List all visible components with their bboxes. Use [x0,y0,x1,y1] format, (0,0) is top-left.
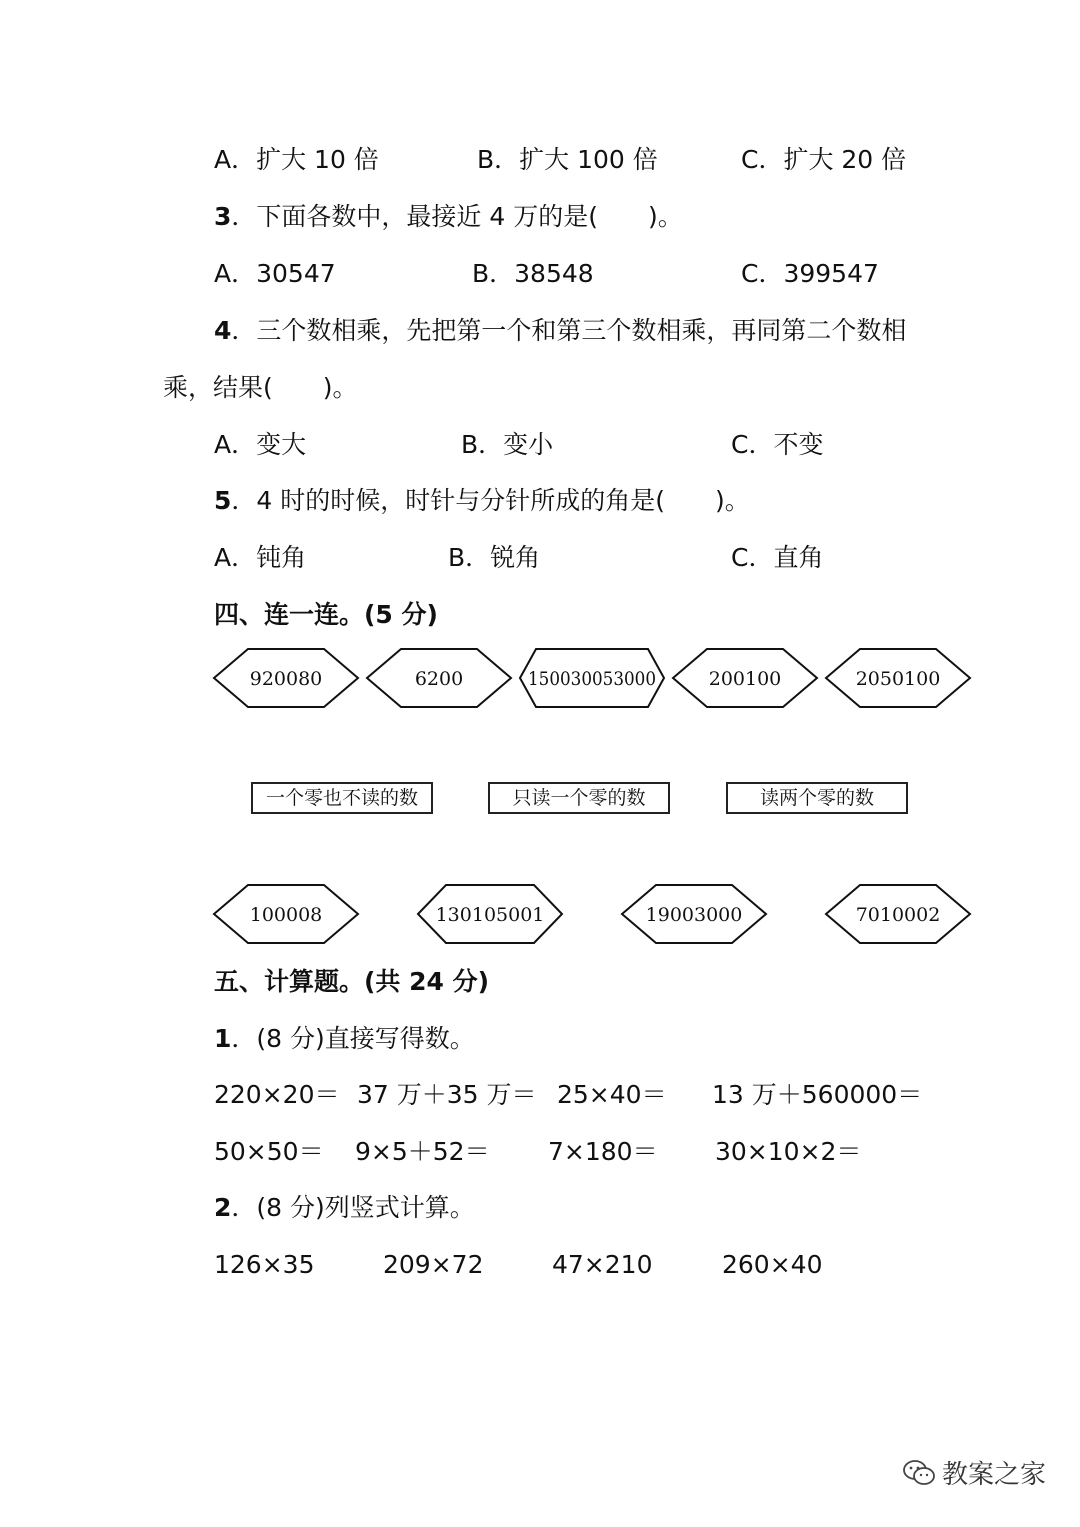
calc-3-3: 47×210 [552,1250,653,1279]
hex-top-3-label: 150030053000 [528,668,656,690]
hex-bottom-3[interactable] [620,883,768,945]
part1-number: 1 [214,1024,232,1053]
wechat-icon [902,1458,936,1488]
hex-bottom-2-label: 130105001 [435,904,545,926]
q2-option-a: A．扩大 10 倍 [214,145,379,174]
hex-top-5-label: 2050100 [855,668,941,690]
calc-1-3: 25×40＝ [557,1080,667,1109]
q4-number: 4 [214,316,232,345]
q3-option-c: C．399547 [741,259,879,288]
q3-option-a: A．30547 [214,259,336,288]
q4-option-b: B．变小 [461,430,554,459]
hex-top-5[interactable] [824,647,972,709]
calc-2-1: 50×50＝ [214,1137,324,1166]
q5-option-c: C．直角 [731,543,824,572]
q3-text: ．下面各数中，最接近 4 万的是( )。 [231,202,683,231]
section4-title: 四、连一连。(5 分) [214,600,438,629]
hex-top-1-label: 920080 [249,668,323,690]
part2-text: ．(8 分)列竖式计算。 [231,1193,475,1222]
calc-3-4: 260×40 [722,1250,823,1279]
watermark [902,1454,1046,1491]
hex-top-4[interactable] [671,647,819,709]
calc-1-2: 37 万＋35 万＝ [357,1080,537,1109]
q4-text-line1: ．三个数相乘，先把第一个和第三个数相乘，再同第二个数相 [231,316,907,345]
section5-title: 五、计算题。(共 24 分) [214,967,490,996]
calc-1-4: 13 万＋560000＝ [712,1080,923,1109]
section5-part1 [214,1022,475,1056]
calc-3-1: 126×35 [214,1250,315,1279]
category-box-two-zeros[interactable]: 读两个零的数 [726,782,908,814]
q3-option-b: B．38548 [472,259,594,288]
q3-number: 3 [214,202,232,231]
hex-top-2-label: 6200 [414,668,464,690]
calc-1-1: 220×20＝ [214,1080,340,1109]
category-box-no-zero[interactable]: 一个零也不读的数 [251,782,433,814]
q3-stem [214,200,683,234]
calc-3-2: 209×72 [383,1250,484,1279]
watermark-text: 教案之家 [941,1460,1046,1490]
q4-stem [214,314,906,348]
hex-bottom-4-label: 7010002 [855,904,941,926]
q5-option-b: B．锐角 [448,543,541,572]
q2-option-b: B．扩大 100 倍 [477,145,658,174]
calc-2-4: 30×10×2＝ [715,1137,862,1166]
hex-bottom-2[interactable] [416,883,564,945]
calc-2-3: 7×180＝ [548,1137,658,1166]
q5-text: ．4 时的时候，时针与分针所成的角是( )。 [231,486,750,515]
hex-bottom-4[interactable] [824,883,972,945]
hex-top-3[interactable] [518,647,666,709]
hex-top-4-label: 200100 [708,668,782,690]
q4-option-c: C．不变 [731,430,824,459]
q2-option-c: C．扩大 20 倍 [741,145,907,174]
q4-text-line2: 乘，结果( )。 [163,373,358,402]
hex-top-2[interactable] [365,647,513,709]
category-box-one-zero[interactable]: 只读一个零的数 [488,782,670,814]
hex-top-1[interactable] [212,647,360,709]
hex-bottom-1-label: 100008 [249,904,323,926]
q5-stem [214,484,750,518]
q4-option-a: A．变大 [214,430,307,459]
q5-number: 5 [214,486,232,515]
calc-2-2: 9×5＋52＝ [355,1137,490,1166]
part2-number: 2 [214,1193,232,1222]
section5-part2 [214,1191,475,1225]
part1-text: ．(8 分)直接写得数。 [231,1024,475,1053]
q5-option-a: A．钝角 [214,543,307,572]
hex-bottom-3-label: 19003000 [645,904,743,926]
hex-bottom-1[interactable] [212,883,360,945]
